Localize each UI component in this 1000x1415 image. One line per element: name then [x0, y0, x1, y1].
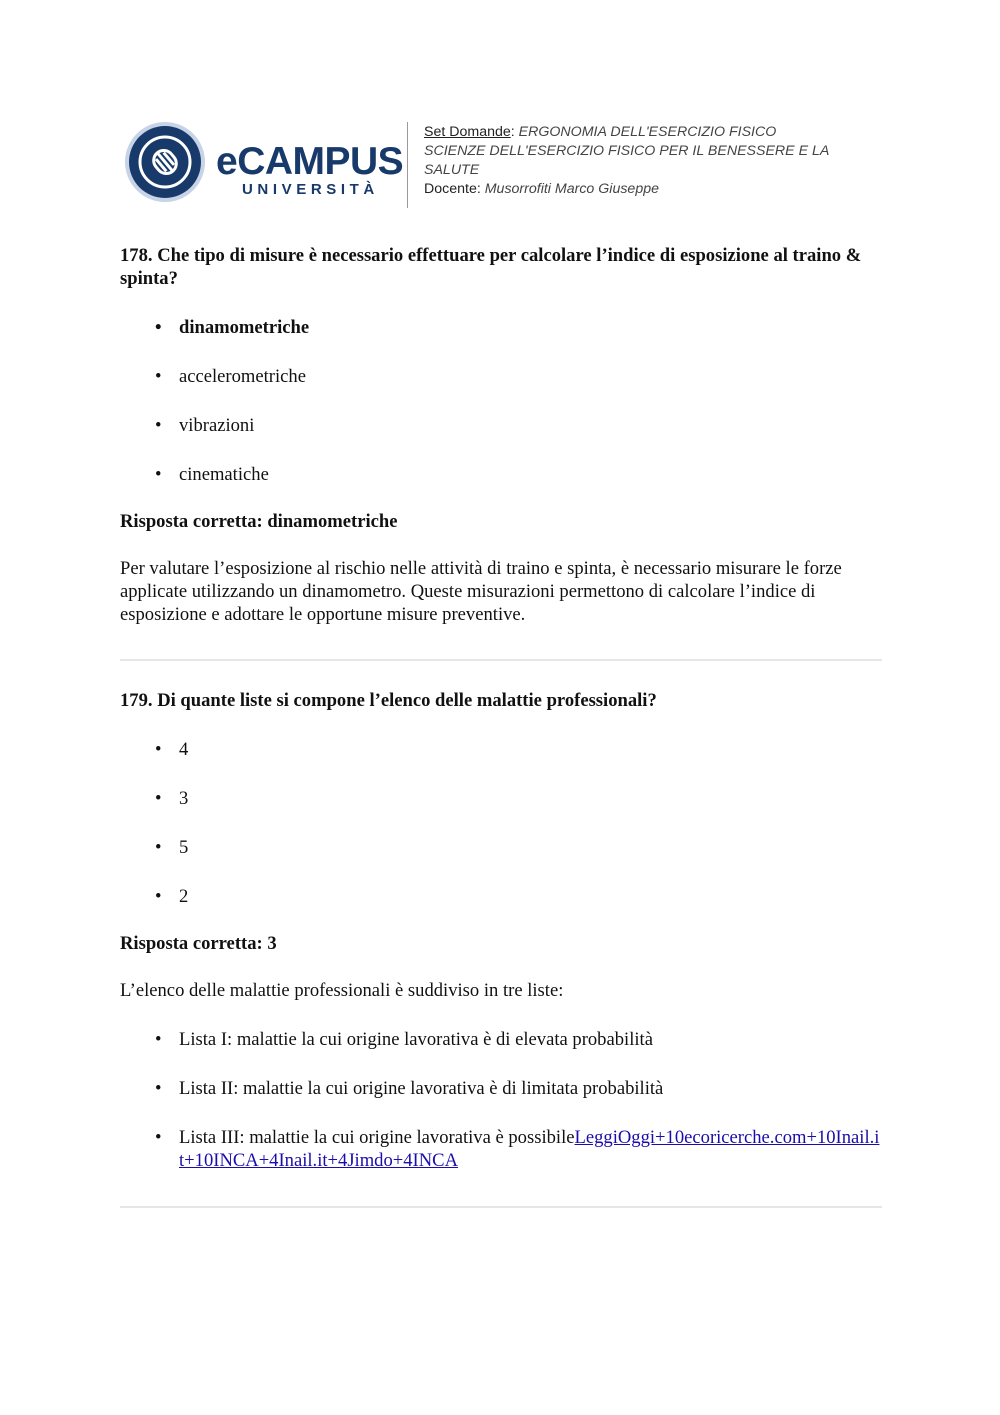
list-item-text: Lista III: malattie la cui origine lavorativa è possibile [179, 1127, 575, 1148]
section-divider [120, 659, 882, 661]
option-item: • accelerometriche [120, 365, 882, 388]
option-item: • vibrazioni [120, 414, 882, 437]
list-item: • Lista I: malattie la cui origine lavorativa è di elevata probabilità [120, 1028, 882, 1051]
header-divider [407, 122, 408, 208]
option-item: • 2 [120, 885, 882, 908]
explanation: L’elenco delle malattie professionali è suddiviso in tre liste: [120, 980, 564, 1001]
option-item: • 4 [120, 738, 882, 761]
course-name: SCIENZE DELL'ESERCIZIO FISICO PER IL BENESSERE E LA SALUTE [424, 143, 829, 178]
question-list [120, 244, 882, 1208]
option-item: • 3 [120, 787, 882, 810]
brand-name: eCAMPUS [216, 140, 404, 183]
option-item: • 5 [120, 836, 882, 859]
teacher-row: Docente: Musorrofiti Marco Giuseppe [424, 181, 659, 197]
disease-lists [120, 1028, 882, 1172]
question-title: 179. Di quante liste si compone l’elenco delle malattie professionali? [120, 690, 657, 711]
list-item: • Lista II: malattie la cui origine lavorativa è di limitata probabilità [120, 1077, 882, 1100]
section-divider [120, 1206, 882, 1208]
teacher-label: Docente [424, 181, 477, 197]
answer-options [120, 738, 882, 908]
sources-link[interactable]: LeggiOggi+10ecoricerche.com+10Inail.it+10INCA+4Inail.it+4Jimdo+4INCA [179, 1127, 880, 1171]
teacher-name: Musorrofiti Marco Giuseppe [484, 181, 659, 197]
option-item: • cinematiche [120, 463, 882, 486]
set-value: ERGONOMIA DELL'ESERCIZIO FISICO [518, 124, 777, 140]
list-item-with-sources [120, 1126, 882, 1172]
question-title: 178. Che tipo di misure è necessario effettuare per calcolare l’indice di esposizione al traino & spinta? [120, 245, 862, 289]
course-metadata [424, 123, 874, 199]
explanation: Per valutare l’esposizione al rischio nelle attività di traino e spinta, è necessario misurare le forze applicate utilizzando un dinamometro. Queste misurazioni permettono di calcolare l’indice di esposizione e adottare le opportune misure preventive. [120, 558, 842, 625]
correct-answer: Risposta corretta: dinamometriche [120, 511, 398, 532]
document-header [124, 120, 884, 212]
question-179 [120, 689, 882, 1172]
question-178 [120, 244, 882, 626]
set-label: Set Domande [424, 124, 511, 140]
brand-subtitle: UNIVERSITÀ [242, 181, 379, 198]
answer-options [120, 316, 882, 486]
course-row [424, 142, 874, 180]
option-item: • dinamometriche [120, 316, 882, 339]
ecampus-emblem-icon [124, 120, 210, 206]
correct-answer: Risposta corretta: 3 [120, 933, 277, 954]
ecampus-logo [124, 120, 404, 206]
set-row: Set Domande: ERGONOMIA DELL'ESERCIZIO FISICO [424, 124, 777, 140]
